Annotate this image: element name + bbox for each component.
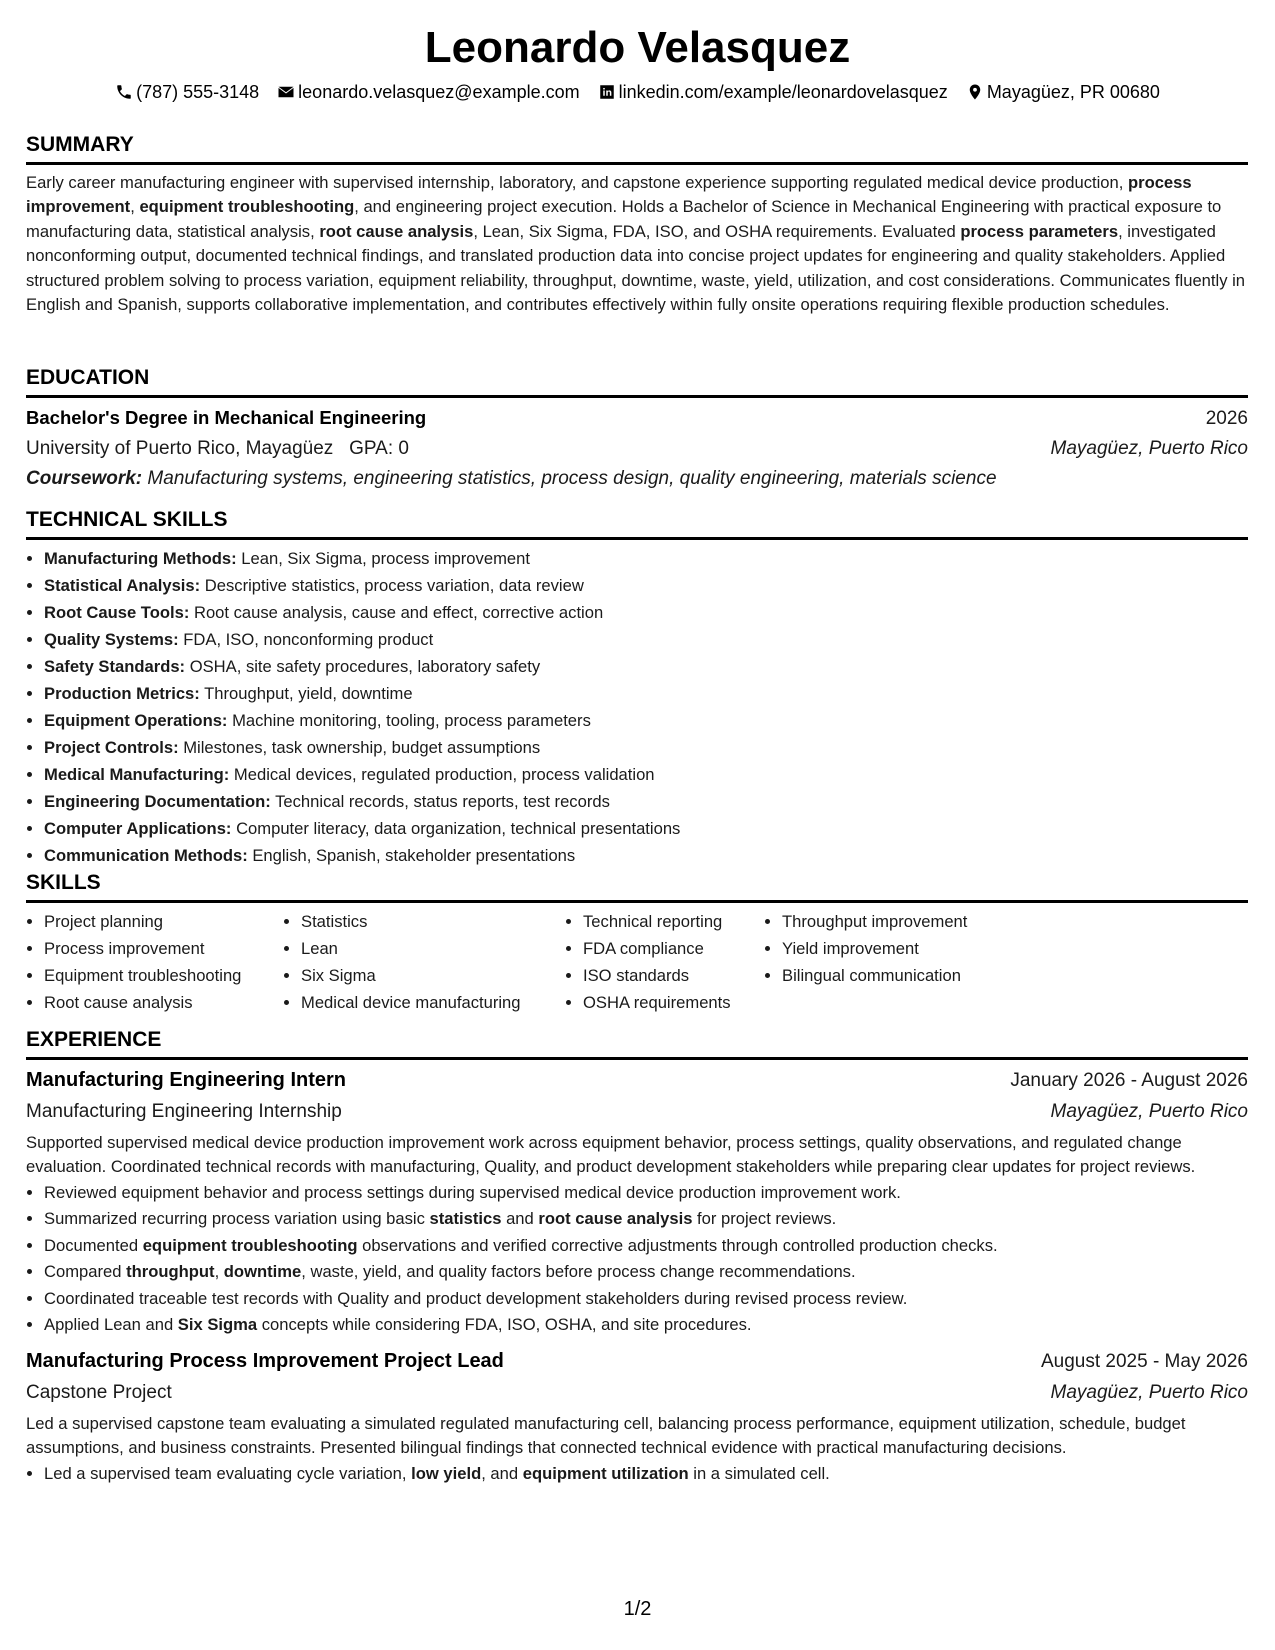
emphasis-text: equipment troubleshooting	[139, 197, 355, 217]
technical-skill-item	[44, 653, 1248, 680]
technical-skill-item	[44, 680, 1248, 707]
graduation-year: 2026	[1205, 408, 1248, 429]
technical-skills-list	[26, 545, 1248, 869]
text-run: , investigated nonconforming output, documented technical findings, and translated production data into concise project updates for engineering and quality stakeholders. Applied structured problem solving to process variation, equipment reliability, throughput, downtime, waste, yield, utilization, and cost considerations. Communicates fluently in English and Spanish, supports collaborative implementation, and contributes effectively within fully onsite operations requiring flexible production schedules.	[26, 221, 1246, 315]
technical-skill-item	[44, 626, 1248, 653]
section-title: EDUCATION	[26, 366, 150, 389]
text-run: Documented	[44, 1235, 143, 1255]
skill-item: • Statistics	[301, 908, 565, 935]
coursework-line	[26, 464, 1248, 494]
skill-category: Project Controls:	[44, 738, 179, 757]
skill-item: • Medical device manufacturing	[301, 989, 565, 1016]
summary-section	[26, 132, 1248, 317]
text-run: for project reviews.	[692, 1209, 837, 1229]
skills-column	[565, 908, 764, 1016]
contact-bar	[0, 80, 1275, 104]
skill-values: Computer literacy, data organization, technical presentations	[231, 819, 681, 838]
section-divider	[26, 1057, 1248, 1060]
emphasis-text: downtime	[223, 1262, 302, 1282]
contact-phone[interactable]	[115, 80, 259, 104]
job-organization: Capstone Project	[26, 1381, 172, 1403]
technical-skills-section	[26, 507, 1248, 869]
job-description: Led a supervised capstone team evaluating a simulated regulated manufacturing cell, balancing process performance, equipment utilization, schedule, budget assumptions, and business constraints. Presented bilingual findings that connected technical evidence with practical manufacturing decisions.	[26, 1413, 1186, 1458]
section-title: SUMMARY	[26, 133, 134, 156]
experience-bullet	[44, 1286, 1248, 1313]
linkedin-icon	[598, 83, 616, 101]
experience-entry	[26, 1345, 1248, 1487]
skill-item: • Bilingual communication	[782, 962, 1064, 989]
email-text: leonardo.velasquez@example.com	[298, 82, 580, 102]
emphasis-text: root cause analysis	[319, 221, 474, 241]
technical-skill-item	[44, 815, 1248, 842]
skills-section	[26, 870, 1248, 1016]
job-description: Supported supervised medical device production improvement work across equipment behavior, process settings, quality observations, and regulated change evaluation. Coordinated technical records with manufacturing, Quality, and product development stakeholders while preparing clear updates for project reviews.	[26, 1133, 1196, 1177]
job-bullets	[26, 1180, 1248, 1339]
experience-bullet	[44, 1461, 1248, 1488]
job-bullets	[26, 1461, 1248, 1488]
skill-values: English, Spanish, stakeholder presentations	[247, 846, 576, 865]
skill-values: OSHA, site safety procedures, laboratory safety	[185, 657, 541, 676]
skills-column	[764, 908, 1064, 1016]
skill-values: Technical records, status reports, test records	[270, 792, 610, 811]
experience-bullet	[44, 1233, 1248, 1260]
skill-category: Medical Manufacturing:	[44, 765, 230, 784]
coursework-text: Manufacturing systems, engineering statistics, process design, quality engineering, materials science	[147, 468, 997, 489]
section-divider	[26, 162, 1248, 165]
section-divider	[26, 537, 1248, 540]
technical-skill-item	[44, 842, 1248, 869]
technical-skill-item	[44, 761, 1248, 788]
skill-values: FDA, ISO, nonconforming product	[178, 630, 434, 649]
skill-category: Computer Applications:	[44, 819, 232, 838]
skills-column	[26, 908, 283, 1016]
emphasis-text: equipment utilization	[522, 1463, 689, 1483]
school-location: Mayagüez, Puerto Rico	[1050, 438, 1248, 459]
skill-item: • Equipment troubleshooting	[44, 962, 283, 989]
skill-category: Equipment Operations:	[44, 711, 228, 730]
school-name: University of Puerto Rico, Mayagüez	[26, 438, 334, 459]
skill-item: • Lean	[301, 935, 565, 962]
skill-item: • Project planning	[44, 908, 283, 935]
text-run: Applied Lean and	[44, 1315, 178, 1335]
degree-name: Bachelor's Degree in Mechanical Engineering	[26, 407, 427, 428]
text-run: , waste, yield, and quality factors before process change recommendations.	[301, 1262, 856, 1282]
skill-category: Manufacturing Methods:	[44, 549, 237, 568]
job-location: Mayagüez, Puerto Rico	[1050, 1101, 1248, 1122]
text-run: , and	[481, 1463, 523, 1483]
skill-item: • Process improvement	[44, 935, 283, 962]
page-number: 1/2	[623, 1598, 652, 1620]
location-text: Mayagüez, PR 00680	[986, 82, 1160, 102]
experience-bullet	[44, 1206, 1248, 1233]
skill-item: • Six Sigma	[301, 962, 565, 989]
text-run: Summarized recurring process variation using basic	[44, 1209, 430, 1229]
skill-values: Throughput, yield, downtime	[199, 684, 413, 703]
text-run: ,	[214, 1262, 224, 1282]
text-run: and	[501, 1209, 539, 1229]
phone-icon	[115, 83, 133, 101]
skills-column	[283, 908, 565, 1016]
experience-section	[26, 1027, 1248, 1487]
text-run: observations and verified corrective adjustments through controlled production checks.	[357, 1235, 998, 1255]
job-title: Manufacturing Process Improvement Project Lead	[26, 1349, 504, 1372]
section-divider	[26, 900, 1248, 903]
phone-text: (787) 555-3148	[136, 82, 260, 102]
experience-bullet	[44, 1180, 1248, 1207]
section-title: EXPERIENCE	[26, 1028, 162, 1051]
envelope-icon	[277, 83, 295, 101]
text-run: ,	[130, 197, 140, 217]
text-run: Led a supervised team evaluating cycle variation,	[44, 1463, 412, 1483]
gpa: GPA: 0	[349, 438, 409, 459]
emphasis-text: process improvement	[26, 173, 1192, 217]
skill-category: Communication Methods:	[44, 846, 248, 865]
job-organization: Manufacturing Engineering Internship	[26, 1101, 342, 1122]
skill-category: Engineering Documentation:	[44, 792, 271, 811]
candidate-name: Leonardo Velasquez	[424, 23, 851, 72]
skill-values: Medical devices, regulated production, process validation	[229, 765, 655, 784]
text-run: , Lean, Six Sigma, FDA, ISO, and OSHA requirements. Evaluated	[473, 221, 961, 241]
technical-skill-item	[44, 599, 1248, 626]
contact-location	[966, 80, 1160, 104]
technical-skill-item	[44, 788, 1248, 815]
emphasis-text: throughput	[126, 1262, 215, 1282]
skill-item: • ISO standards	[583, 962, 764, 989]
skill-values: Milestones, task ownership, budget assumptions	[178, 738, 541, 757]
contact-linkedin[interactable]	[598, 80, 948, 104]
job-dates: January 2026 - August 2026	[1010, 1070, 1248, 1091]
emphasis-text: equipment troubleshooting	[142, 1235, 358, 1255]
summary-text	[26, 171, 1248, 317]
skill-category: Safety Standards:	[44, 657, 186, 676]
technical-skill-item	[44, 707, 1248, 734]
text-run: Coordinated traceable test records with Quality and product development stakeholders during revised process review.	[44, 1288, 908, 1308]
skill-item: • Technical reporting	[583, 908, 764, 935]
job-location: Mayagüez, Puerto Rico	[1050, 1381, 1248, 1403]
map-pin-icon	[966, 83, 984, 101]
skill-values: Root cause analysis, cause and effect, corrective action	[189, 603, 604, 622]
job-dates: August 2025 - May 2026	[1040, 1350, 1248, 1372]
skill-values: Descriptive statistics, process variation, data review	[200, 576, 584, 595]
technical-skill-item	[44, 545, 1248, 572]
section-title: TECHNICAL SKILLS	[26, 508, 228, 531]
skill-values: Machine monitoring, tooling, process parameters	[227, 711, 591, 730]
emphasis-text: root cause analysis	[538, 1209, 693, 1229]
education-section	[26, 365, 1248, 494]
linkedin-text: linkedin.com/example/leonardovelasquez	[618, 82, 948, 102]
skill-item: • FDA compliance	[583, 935, 764, 962]
skill-category: Root Cause Tools:	[44, 603, 190, 622]
emphasis-text: statistics	[429, 1209, 502, 1229]
text-run: , and engineering project execution. Holds a Bachelor of Science in Mechanical Engineering with practical exposure to manufacturing data, statistical analysis,	[26, 197, 1222, 241]
skill-item: • Throughput improvement	[782, 908, 1064, 935]
text-run: concepts while considering FDA, ISO, OSHA, and site procedures.	[257, 1315, 752, 1335]
text-run: Reviewed equipment behavior and process settings during supervised medical device production improvement work.	[44, 1182, 901, 1202]
emphasis-text: process parameters	[960, 221, 1119, 241]
skill-item: • OSHA requirements	[583, 989, 764, 1016]
skill-item: • Root cause analysis	[44, 989, 283, 1016]
contact-email[interactable]	[277, 80, 579, 104]
experience-bullet	[44, 1259, 1248, 1286]
job-title: Manufacturing Engineering Intern	[26, 1069, 347, 1091]
skill-item: • Yield improvement	[782, 935, 1064, 962]
skills-columns	[26, 908, 1248, 1016]
skill-category: Quality Systems:	[44, 630, 179, 649]
experience-bullet	[44, 1312, 1248, 1339]
skill-values: Lean, Six Sigma, process improvement	[236, 549, 530, 568]
coursework-label: Coursework:	[26, 468, 143, 489]
school-line	[26, 434, 409, 464]
emphasis-text: Six Sigma	[177, 1315, 258, 1335]
text-run: Compared	[44, 1262, 127, 1282]
section-title: SKILLS	[26, 871, 101, 894]
text-run: Early career manufacturing engineer with supervised internship, laboratory, and capstone experience supporting regulated medical device production,	[26, 173, 1128, 192]
technical-skill-item	[44, 572, 1248, 599]
emphasis-text: low yield	[411, 1463, 482, 1483]
skill-category: Statistical Analysis:	[44, 576, 201, 595]
technical-skill-item	[44, 734, 1248, 761]
section-divider	[26, 395, 1248, 398]
text-run: in a simulated cell.	[688, 1463, 830, 1483]
skill-category: Production Metrics:	[44, 684, 200, 703]
experience-entry	[26, 1064, 1248, 1339]
